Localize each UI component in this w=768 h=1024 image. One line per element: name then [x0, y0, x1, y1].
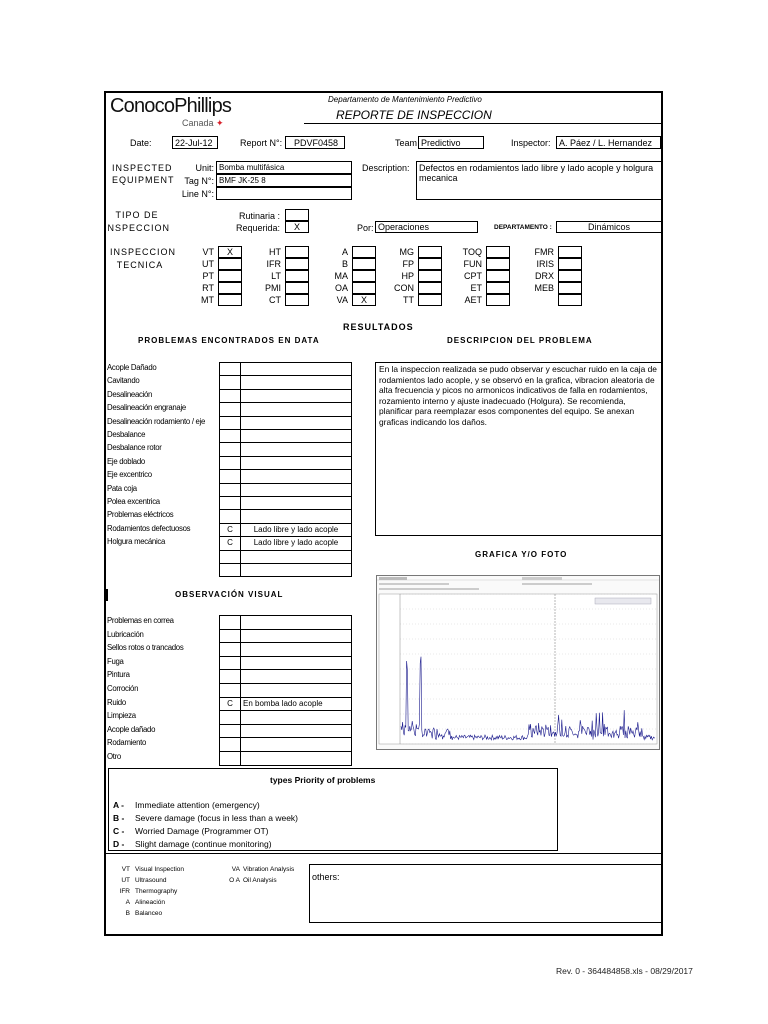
- legend-text: Thermography: [135, 888, 178, 895]
- tecnica-label-mg: MG: [399, 247, 414, 257]
- tecnica-checkbox-fp[interactable]: [418, 258, 442, 270]
- logo-name: ConocoPhillips: [110, 95, 232, 117]
- tecnica-label-toq: TOQ: [462, 247, 482, 257]
- problem-code-cell[interactable]: [219, 483, 241, 497]
- problem-label: Eje excentrico: [107, 470, 152, 480]
- header-divider: [304, 123, 662, 124]
- tecnica-label-mt: MT: [201, 295, 214, 305]
- legend-code: VA: [231, 866, 240, 873]
- equipment-section-label: INSPECTED EQUIPMENT: [112, 163, 175, 185]
- rutinaria-label: Rutinaria :: [238, 211, 280, 221]
- tecnica-label-vt: VT: [202, 247, 214, 257]
- priority-code: D -: [113, 839, 125, 849]
- problem-note-cell[interactable]: [241, 456, 352, 470]
- team-value: Predictivo: [421, 138, 461, 148]
- description-problem-title: DESCRIPCION DEL PROBLEMA: [447, 336, 593, 345]
- footer-revision: Rev. 0 - 364484858.xls - 08/29/2017: [556, 966, 693, 976]
- problem-description-box[interactable]: [375, 362, 662, 536]
- problem-note-cell[interactable]: [241, 496, 352, 510]
- unit-label: Unit:: [195, 163, 214, 173]
- tecnica-label-fun: FUN: [463, 259, 482, 269]
- observacion-label: Otro: [107, 752, 121, 761]
- maple-leaf-icon: ✦: [216, 118, 224, 128]
- observacion-code-cell[interactable]: [219, 683, 241, 698]
- tecnica-label-fp: FP: [402, 259, 414, 269]
- team-field[interactable]: [418, 136, 484, 149]
- problem-label: Acople Dañado: [107, 363, 157, 372]
- observacion-code-cell[interactable]: [219, 724, 241, 739]
- observacion-note-cell[interactable]: [241, 737, 352, 752]
- problem-description-text: En la inspeccion realizada se pudo observar y escuchar ruido en la caja de rodamientos lado acople, y se observó en la grafica, vibracion aleatoria de alta frecuencia y picos no armonicos indicativos de falla en rodamientos, rozamiento interno y ajuste inadecuado (Holgura). Se recomienda, planificar para reemplazar esos componentes del equipo. Se anexan graficas indicando los daños.: [379, 364, 657, 427]
- tecnica-checkbox-aet[interactable]: [486, 294, 510, 306]
- tecnica-label-ifr: IFR: [266, 259, 281, 269]
- inspector-field[interactable]: [556, 136, 661, 149]
- problem-empty-note[interactable]: [241, 550, 352, 564]
- problem-label: Eje doblado: [107, 456, 145, 466]
- legend-text: Balanceo: [135, 910, 163, 917]
- tecnica-label-ct: CT: [269, 295, 281, 305]
- departamento-label: DEPARTAMENTO :: [494, 224, 552, 231]
- problem-code-cell[interactable]: [219, 362, 241, 376]
- observacion-title: OBSERVACIÓN VISUAL: [175, 590, 284, 599]
- tecnica-checkbox-pt[interactable]: [218, 270, 242, 282]
- spectrum-svg: [377, 576, 659, 749]
- tecnica-checkbox-b[interactable]: [352, 258, 376, 270]
- tecnica-checkbox-tt[interactable]: [418, 294, 442, 306]
- observacion-note-cell[interactable]: [241, 615, 352, 630]
- report-number-value: PDVF0458: [294, 138, 339, 148]
- tecnica-checkbox-ht[interactable]: [285, 246, 309, 258]
- problem-note-cell[interactable]: Lado libre y lado acople: [241, 523, 352, 537]
- description-value: Defectos en rodamientos lado libre y lado acople y holgura mecanica: [419, 163, 654, 183]
- problem-label: Desalineación engranaje: [107, 403, 186, 413]
- observacion-note-cell[interactable]: [241, 656, 352, 671]
- problem-code-cell[interactable]: [219, 389, 241, 403]
- observacion-note-cell[interactable]: [241, 683, 352, 698]
- problem-code-cell[interactable]: [219, 509, 241, 523]
- problem-note-cell[interactable]: [241, 429, 352, 443]
- problem-note-cell[interactable]: [241, 375, 352, 389]
- tecnica-checkbox-rt[interactable]: [218, 282, 242, 294]
- observacion-label: Limpieza: [107, 711, 136, 721]
- tecnica-checkbox-meb[interactable]: [558, 282, 582, 294]
- tecnica-checkbox-ifr[interactable]: [285, 258, 309, 270]
- requerida-checkbox[interactable]: X: [285, 221, 309, 233]
- tecnica-checkbox-ct[interactable]: [285, 294, 309, 306]
- tecnica-checkbox-fun[interactable]: [486, 258, 510, 270]
- tecnica-label-pmi: PMI: [264, 283, 281, 293]
- tecnica-checkbox-toq[interactable]: [486, 246, 510, 258]
- problem-empty-note[interactable]: [241, 563, 352, 577]
- legend-divider: [104, 853, 663, 854]
- por-label: Por:: [357, 223, 374, 233]
- tecnica-label-aet: AET: [464, 295, 482, 305]
- tecnica-checkbox-drx[interactable]: [558, 270, 582, 282]
- problem-code-cell[interactable]: [219, 442, 241, 456]
- problem-empty-cell[interactable]: [219, 550, 241, 564]
- tecnica-label-cpt: CPT: [464, 271, 482, 281]
- observacion-label: Acople dañado: [107, 724, 156, 734]
- tecnica-checkbox-blank[interactable]: [558, 294, 582, 306]
- problem-code-cell[interactable]: [219, 456, 241, 470]
- inspector-value: A. Páez / L. Hernandez: [559, 138, 653, 148]
- legend-code: VT: [121, 866, 130, 873]
- problem-label: Problemas eléctricos: [107, 510, 174, 520]
- tecnica-checkbox-et[interactable]: [486, 282, 510, 294]
- problem-note-cell[interactable]: [241, 362, 352, 376]
- tecnica-checkbox-va[interactable]: X: [352, 294, 376, 306]
- line-field[interactable]: [216, 187, 352, 200]
- observacion-code-cell[interactable]: [219, 615, 241, 630]
- tecnica-label-lt: LT: [271, 271, 281, 281]
- priority-text: Immediate attention (emergency): [135, 800, 260, 810]
- tecnica-label-tt: TT: [403, 295, 414, 305]
- tecnica-label-ht: HT: [269, 247, 281, 257]
- tecnica-checkbox-pmi[interactable]: [285, 282, 309, 294]
- observacion-label: Ruido: [107, 697, 126, 707]
- tecnica-label-hp: HP: [401, 271, 414, 281]
- description-field[interactable]: [416, 161, 662, 200]
- tecnica-label-meb: MEB: [534, 283, 554, 293]
- problem-code-cell[interactable]: [219, 429, 241, 443]
- priority-text: Severe damage (focus in less than a week): [135, 813, 299, 823]
- requerida-label: Requerida:: [235, 223, 280, 233]
- company-logo: [110, 95, 230, 131]
- problem-label: Rodamientos defectuosos: [107, 523, 191, 533]
- problem-label: Desalineación: [107, 389, 153, 399]
- tecnica-label-oa: OA: [334, 283, 348, 293]
- legend-code: UT: [121, 877, 130, 884]
- observacion-label: Corroción: [107, 684, 139, 693]
- problem-note-cell[interactable]: [241, 469, 352, 483]
- tecnica-checkbox-hp[interactable]: [418, 270, 442, 282]
- tecnica-checkbox-a[interactable]: [352, 246, 376, 258]
- problem-code-cell[interactable]: C: [219, 536, 241, 550]
- priority-code: C -: [113, 826, 125, 836]
- legend-text: Visual Inspection: [135, 866, 185, 873]
- tag-value: BMF JK-25 8: [219, 176, 266, 185]
- observacion-note-cell[interactable]: [241, 642, 352, 657]
- problem-label: Cavitando: [107, 376, 140, 386]
- line-label: Line N°:: [181, 189, 214, 199]
- por-field[interactable]: [375, 221, 478, 233]
- tecnica-label-pt: PT: [202, 271, 214, 281]
- por-value: Operaciones: [378, 222, 430, 232]
- problems-title: PROBLEMAS ENCONTRADOS EN DATA: [138, 336, 320, 345]
- spectrum-graph: [376, 575, 660, 750]
- problem-note-cell[interactable]: Lado libre y lado acople: [241, 536, 352, 550]
- observacion-label: Rodamiento: [107, 738, 147, 748]
- observacion-label: Sellos rotos o trancados: [107, 643, 184, 653]
- legend-text: Alineación: [135, 899, 165, 906]
- problem-label: Desbalance rotor: [107, 443, 162, 453]
- tecnica-checkbox-fmr[interactable]: [558, 246, 582, 258]
- department-name: Departamento de Mantenimiento Predictivo: [328, 95, 482, 104]
- tecnica-label-ut: UT: [202, 259, 214, 269]
- departamento-value: Dinámicos: [587, 222, 630, 232]
- priority-code: A -: [113, 800, 125, 810]
- observacion-note-cell[interactable]: [241, 629, 352, 644]
- tecnica-checkbox-ma[interactable]: [352, 270, 376, 282]
- priority-text: Worried Damage (Programmer OT): [135, 826, 269, 836]
- graph-title: GRAFICA Y/O FOTO: [475, 550, 568, 559]
- problem-note-cell[interactable]: [241, 509, 352, 523]
- problem-code-cell[interactable]: [219, 416, 241, 430]
- observacion-code-cell[interactable]: [219, 642, 241, 657]
- team-label: Team: [395, 138, 418, 148]
- tecnica-label-rt: RT: [202, 283, 214, 293]
- observacion-label: Fuga: [107, 656, 124, 666]
- observacion-note-cell[interactable]: [241, 710, 352, 725]
- observacion-code-cell[interactable]: [219, 737, 241, 752]
- tecnica-label-ma: MA: [334, 271, 348, 281]
- legend-code: O A: [229, 877, 240, 884]
- priority-title: types Priority of problems: [270, 775, 376, 785]
- problem-label: Desbalance: [107, 430, 146, 439]
- tecnica-checkbox-lt[interactable]: [285, 270, 309, 282]
- problem-label: Pata coja: [107, 483, 137, 493]
- unit-field[interactable]: [216, 161, 352, 174]
- rutinaria-checkbox[interactable]: [285, 209, 309, 221]
- unit-value: Bomba multifásica: [219, 163, 285, 172]
- problem-note-cell[interactable]: [241, 389, 352, 403]
- description-label: Description:: [362, 163, 410, 173]
- observacion-note-cell[interactable]: [241, 724, 352, 739]
- observacion-code-cell[interactable]: [219, 656, 241, 671]
- problem-note-cell[interactable]: [241, 416, 352, 430]
- date-value: 22-Jul-12: [175, 138, 213, 148]
- problem-code-cell[interactable]: [219, 402, 241, 416]
- report-label: Report N°:: [240, 138, 283, 148]
- problem-code-cell[interactable]: [219, 375, 241, 389]
- problem-code-cell[interactable]: [219, 496, 241, 510]
- tecnica-checkbox-iris[interactable]: [558, 258, 582, 270]
- departamento-field[interactable]: [556, 221, 662, 233]
- observacion-code-cell[interactable]: [219, 710, 241, 725]
- priority-text: Slight damage (continue monitoring): [135, 839, 272, 849]
- legend-code: IFR: [119, 888, 130, 895]
- tecnica-label-va: VA: [336, 295, 348, 305]
- tecnica-label-con: CON: [394, 283, 414, 293]
- observacion-note-cell[interactable]: En bomba lado acople: [241, 697, 352, 712]
- tecnica-label-drx: DRX: [534, 271, 554, 281]
- tecnica-checkbox-oa[interactable]: [352, 282, 376, 294]
- tecnica-checkbox-ut[interactable]: [218, 258, 242, 270]
- problem-label: Polea excentrica: [107, 497, 160, 506]
- problem-empty-cell[interactable]: [219, 563, 241, 577]
- observacion-code-cell[interactable]: [219, 629, 241, 644]
- legend-text: Oil Analysis: [243, 877, 277, 884]
- problem-note-cell[interactable]: [241, 483, 352, 497]
- legend-text: Ultrasound: [135, 877, 167, 884]
- problem-label: Holgura mecánica: [107, 537, 166, 547]
- resultados-title: RESULTADOS: [343, 322, 414, 332]
- observacion-label: Problemas en correa: [107, 616, 174, 625]
- problem-code-cell[interactable]: [219, 469, 241, 483]
- observacion-note-cell[interactable]: [241, 669, 352, 684]
- date-field[interactable]: [172, 136, 218, 149]
- observacion-code-cell[interactable]: [219, 751, 241, 766]
- tecnica-label-fmr: FMR: [534, 247, 554, 257]
- inspector-label: Inspector:: [511, 138, 551, 148]
- tag-label: Tag N°:: [184, 176, 214, 186]
- problem-label: Desalineación rodamiento / eje: [107, 416, 206, 426]
- tecnica-label-et: ET: [470, 283, 482, 293]
- report-number-field[interactable]: [285, 136, 345, 149]
- problem-code-cell[interactable]: C: [219, 523, 241, 537]
- observacion-label: Lubricación: [107, 629, 144, 639]
- problem-note-cell[interactable]: [241, 442, 352, 456]
- report-title: REPORTE DE INSPECCION: [336, 108, 492, 122]
- tecnica-label-a: A: [341, 247, 348, 257]
- tipo-section-label: TIPO DE INSPECCION: [104, 210, 171, 233]
- observacion-marker: [106, 589, 108, 601]
- legend-code: A: [125, 899, 130, 906]
- observacion-code-cell[interactable]: [219, 669, 241, 684]
- legend-text: Vibration Analysis: [243, 866, 295, 873]
- priority-code: B -: [113, 813, 125, 823]
- others-field[interactable]: [309, 864, 662, 923]
- observacion-label: Pintura: [107, 670, 130, 680]
- tecnica-checkbox-vt[interactable]: X: [218, 246, 242, 258]
- tag-field[interactable]: [216, 174, 352, 187]
- legend-code: B: [125, 910, 130, 917]
- logo-sub: Canada: [182, 118, 214, 128]
- others-label: others:: [312, 872, 340, 882]
- observacion-code-cell[interactable]: C: [219, 697, 241, 712]
- tecnica-label-iris: IRIS: [536, 259, 554, 269]
- tecnica-label-b: B: [341, 259, 348, 269]
- problem-note-cell[interactable]: [241, 402, 352, 416]
- tecnica-checkbox-mt[interactable]: [218, 294, 242, 306]
- tecnica-checkbox-mg[interactable]: [418, 246, 442, 258]
- tecnica-checkbox-cpt[interactable]: [486, 270, 510, 282]
- tecnica-section-label: INSPECCION TECNICA: [110, 247, 177, 270]
- observacion-note-cell[interactable]: [241, 751, 352, 766]
- date-label: Date:: [130, 138, 152, 148]
- tecnica-checkbox-con[interactable]: [418, 282, 442, 294]
